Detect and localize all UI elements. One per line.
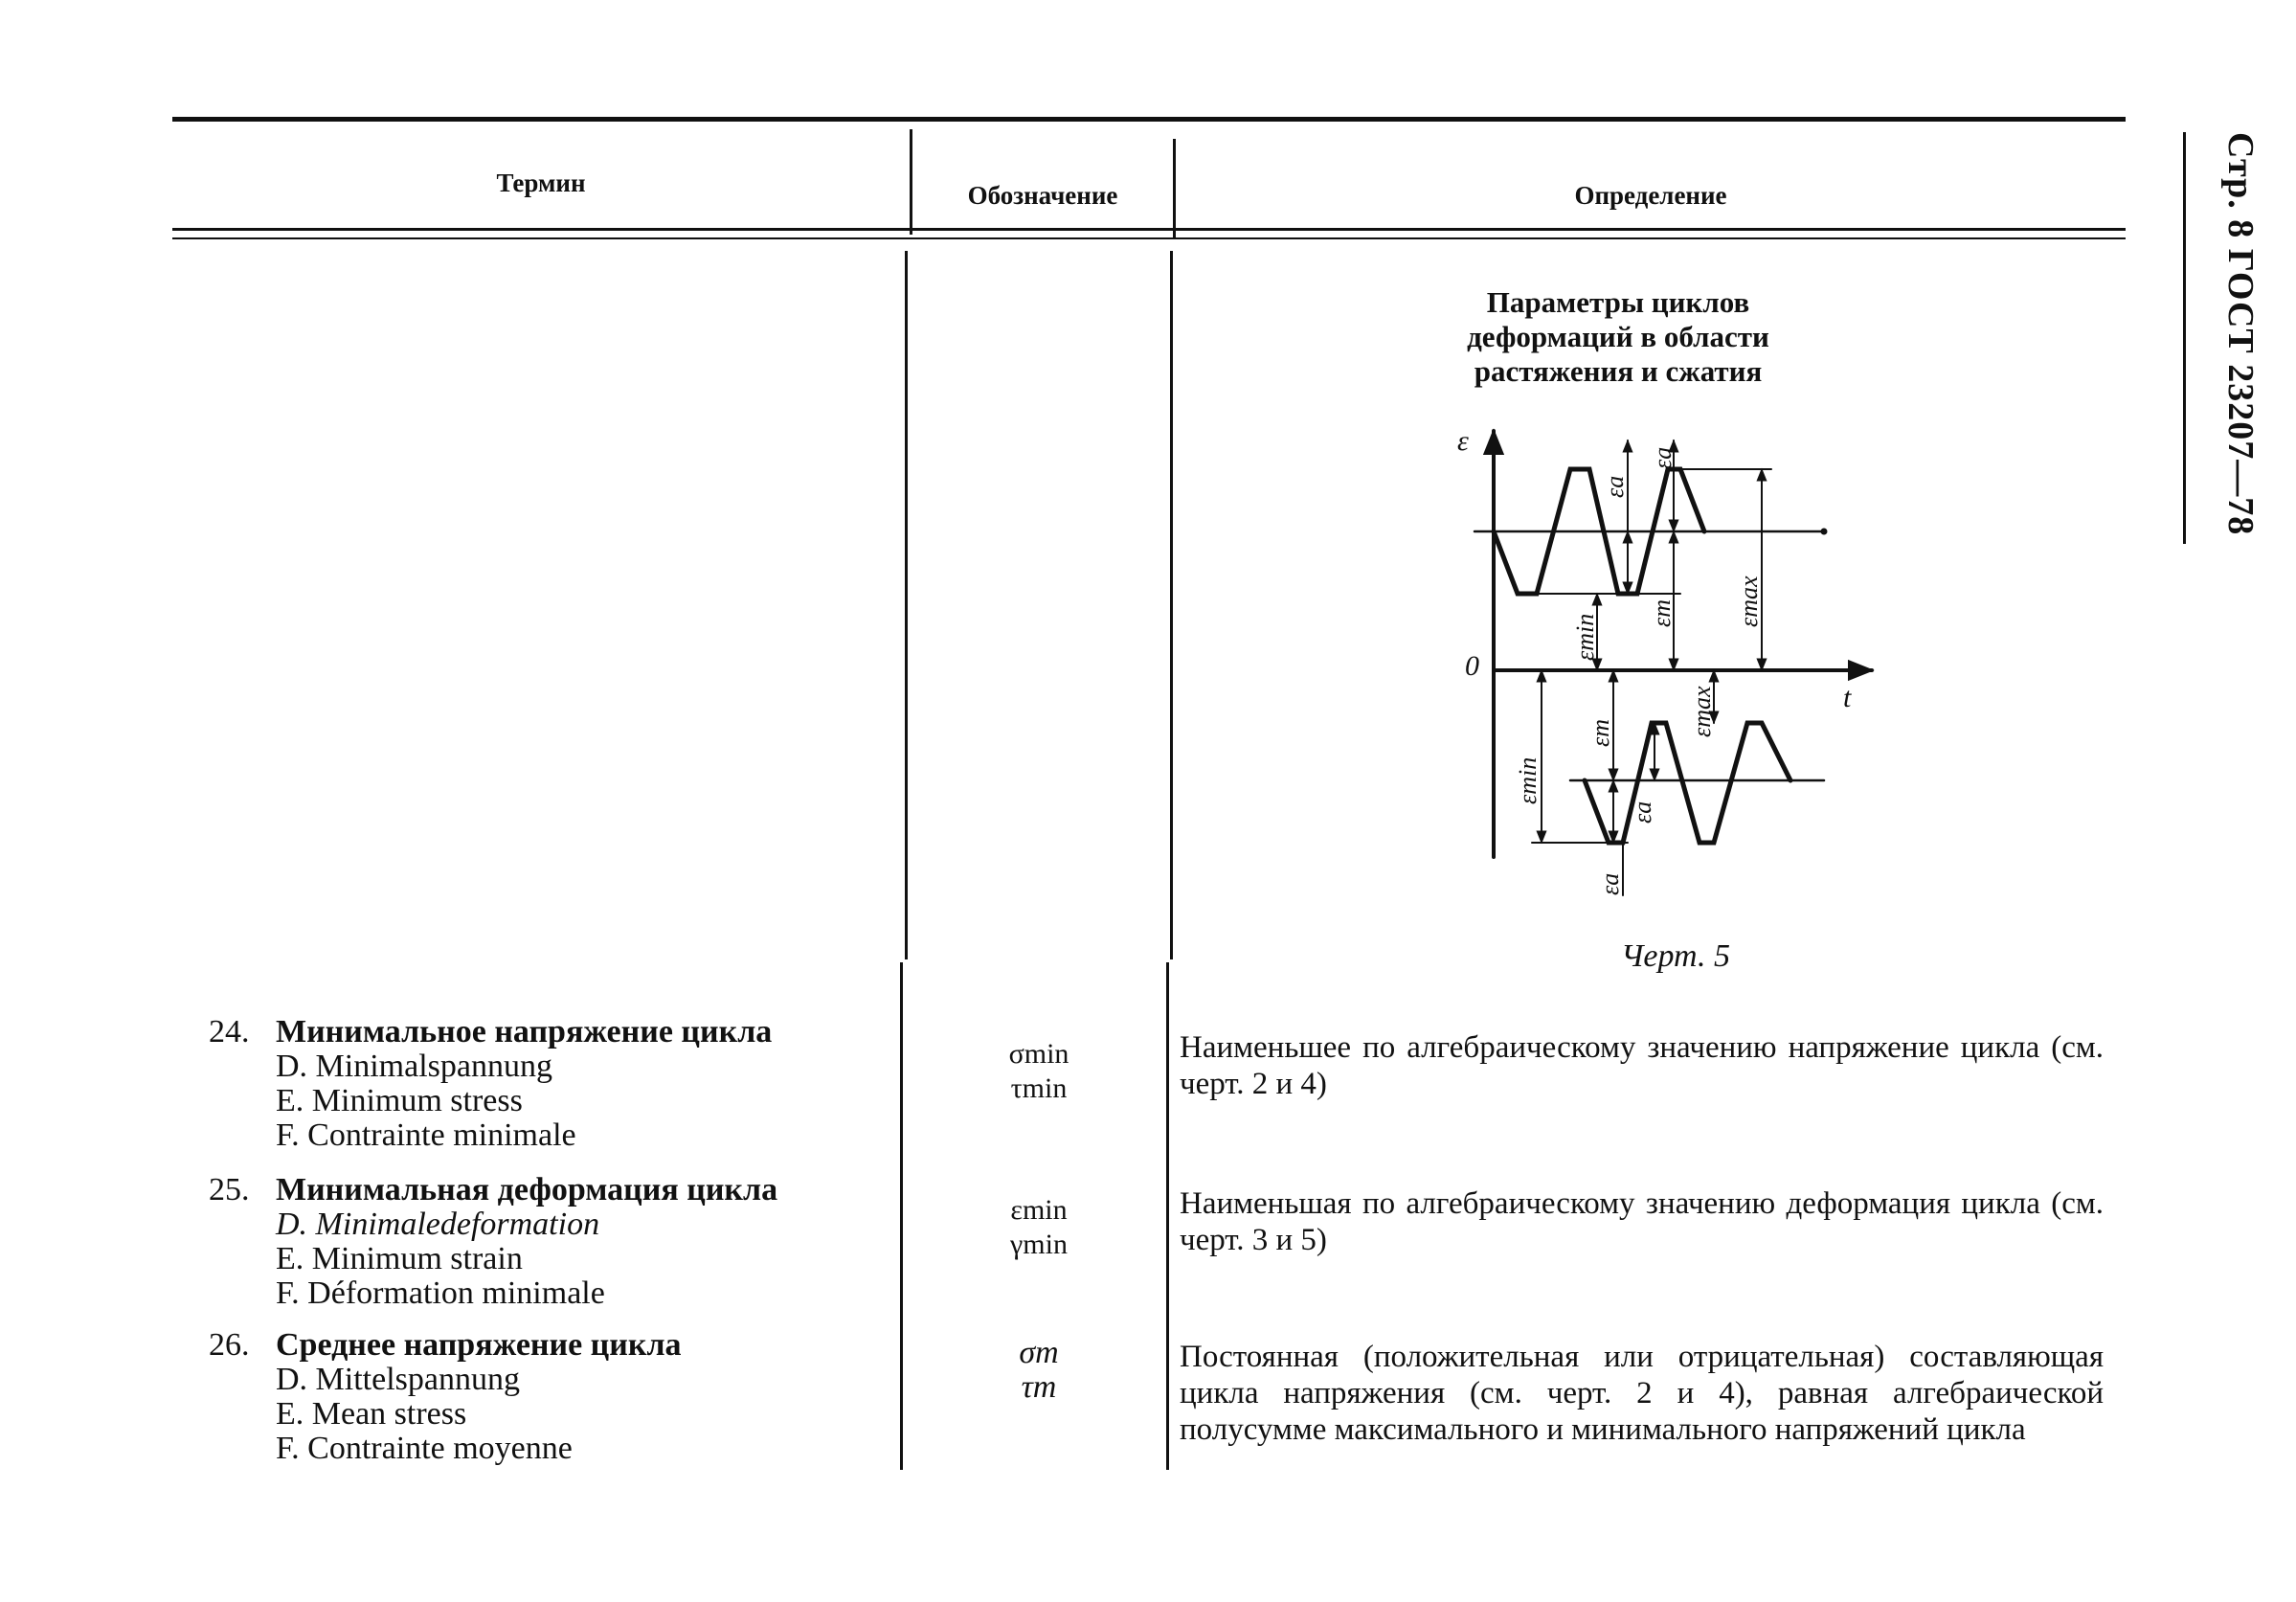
column-divider-1 bbox=[905, 251, 908, 959]
figure-title: Параметры циклов деформаций в области растяжения и сжатия bbox=[1467, 285, 1769, 388]
term-de: D. Minimalspannung bbox=[276, 1049, 552, 1084]
symbol-sigma-min: σmin bbox=[1008, 1038, 1069, 1070]
table-top-rule bbox=[172, 117, 2126, 122]
em-label-upper: εm bbox=[1648, 598, 1676, 627]
term-de: D. Minimaledeformation bbox=[276, 1207, 600, 1242]
y-axis-label: ε bbox=[1457, 425, 1469, 457]
symbol-entry-26 bbox=[967, 1336, 1111, 1405]
ea-label-1: εa bbox=[1601, 475, 1629, 498]
origin-label: 0 bbox=[1465, 650, 1479, 682]
term-fr: F. Contrainte minimale bbox=[276, 1117, 576, 1153]
emax-label-lower: εmax bbox=[1688, 686, 1716, 737]
symbol-tau-min: τmin bbox=[1010, 1072, 1068, 1104]
term-entry-26 bbox=[209, 1328, 879, 1472]
term-fr: F. Contrainte moyenne bbox=[276, 1431, 573, 1466]
term-en: E. Minimum strain bbox=[276, 1241, 523, 1276]
table-header-bottom-rule-1 bbox=[172, 228, 2126, 231]
strain-cycle-diagram bbox=[1436, 412, 1896, 910]
term-entry-25 bbox=[209, 1173, 879, 1317]
column-divider-2 bbox=[1170, 251, 1173, 959]
definition-entry-26: Постоянная (положительная или отрицательная) составляющая цикла напряжения (см. черт. 2 и 4), равная алгебраической полусумме максимального и минимального напряжений цикла bbox=[1180, 1340, 2104, 1447]
symbol-tau-m: τm bbox=[1021, 1369, 1057, 1405]
definition-entry-24: Наименьшее по алгебраическому значению напряжение цикла (см. черт. 2 и 4) bbox=[1180, 1030, 2104, 1101]
column-header-definition: Определение bbox=[1574, 181, 1727, 210]
column-header-term: Термин bbox=[496, 169, 586, 197]
ea-label-3: εa bbox=[1629, 801, 1656, 824]
column-header-symbol: Обозначение bbox=[967, 181, 1118, 210]
figure-caption: Черт. 5 bbox=[1620, 938, 1731, 974]
symbol-epsilon-min: εmin bbox=[1010, 1194, 1068, 1226]
emin-label-lower: εmin bbox=[1514, 756, 1542, 804]
ea-label-4: εa bbox=[1596, 872, 1624, 895]
symbol-gamma-min: γmin bbox=[1010, 1229, 1068, 1260]
entry-number: 24. bbox=[209, 1014, 250, 1049]
column-divider-2-lower bbox=[1166, 962, 1169, 1470]
term-ru: Минимальная деформация цикла bbox=[276, 1172, 778, 1207]
term-entry-24 bbox=[209, 1015, 879, 1159]
side-header-rule bbox=[2183, 132, 2186, 544]
symbol-entry-25 bbox=[967, 1193, 1111, 1262]
lower-wave bbox=[1585, 723, 1790, 843]
page-side-header: Стр. 8 ГОСТ 23207—78 bbox=[2220, 132, 2261, 536]
emin-label-upper: εmin bbox=[1571, 613, 1599, 661]
term-en: E. Minimum stress bbox=[276, 1083, 523, 1118]
definition-entry-25: Наименьшая по алгебраическому значению деформация цикла (см. черт. 3 и 5) bbox=[1180, 1186, 2104, 1257]
term-ru: Среднее напряжение цикла bbox=[276, 1327, 682, 1363]
symbol-sigma-m: σm bbox=[1019, 1335, 1059, 1370]
term-fr: F. Déformation minimale bbox=[276, 1275, 605, 1311]
ea-label-2: εa bbox=[1649, 446, 1677, 469]
table-header-bottom-rule-2 bbox=[172, 237, 2126, 239]
em-label-lower: εm bbox=[1587, 718, 1614, 747]
term-en: E. Mean stress bbox=[276, 1396, 467, 1432]
x-axis-label: t bbox=[1843, 682, 1852, 713]
emax-label-upper: εmax bbox=[1735, 575, 1763, 627]
column-divider-1-lower bbox=[900, 962, 903, 1470]
symbol-entry-24 bbox=[967, 1037, 1111, 1106]
entry-number: 25. bbox=[209, 1172, 250, 1207]
term-de: D. Mittelspannung bbox=[276, 1362, 520, 1397]
term-ru: Минимальное напряжение цикла bbox=[276, 1014, 773, 1049]
entry-number: 26. bbox=[209, 1327, 250, 1363]
